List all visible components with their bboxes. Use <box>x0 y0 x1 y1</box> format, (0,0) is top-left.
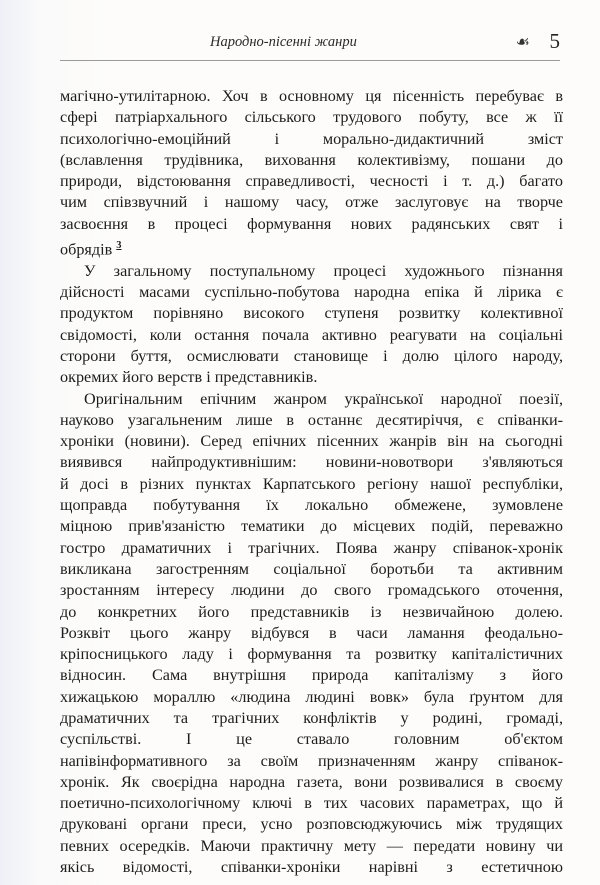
text-fragment: обрядів <box>60 240 113 259</box>
text-line: зростанням інтересу людини до свого громадського оточення, <box>60 581 563 600</box>
text-line: щоправда побутування їх локально обмежене, зумовлене <box>60 496 563 515</box>
text-line: сторони буття, осмислювати становище і долю цілого народу, <box>60 346 563 365</box>
text-line: міцною прив'язаністю тематики до місцевих подій, переважно <box>60 517 563 536</box>
text-line: хроніки (новини). Серед епічних пісенних жанрів він на сьогодні <box>60 432 563 451</box>
page-number: 5 <box>549 29 560 53</box>
paragraph <box>60 261 563 389</box>
page-body <box>60 86 563 878</box>
text-line: хронік. Як своєрідна народна газета, вони розвивалися в своєму <box>60 772 563 791</box>
text-line: (вславлення трудівника, виховання колективізму, пошани до <box>60 150 563 169</box>
text-line: продуктом порівняно високого ступеня розвитку колективної <box>60 304 563 323</box>
text-line: дійсності масами суспільно-побутова народна епіка й лірика є <box>60 283 563 302</box>
header-rule <box>60 60 560 61</box>
text-line: драматичних та трагічних конфліктів у родині, громаді, <box>60 709 563 727</box>
text-line: друковані органи преси, усно розповсюджуючись між трудящих <box>60 815 563 834</box>
footnote-link[interactable]: 3 <box>116 240 122 252</box>
text-line: науково узагальненим лише в останнє десятиріччя, є співанки- <box>60 410 563 429</box>
leaf-ornament-icon: ☙ <box>515 34 530 51</box>
text-line: Оригінальним епічним жанром української народної поезії, <box>84 389 563 408</box>
text-line: напівінформативного за своїм призначенням жанру співанок- <box>60 751 563 770</box>
text-line: якісь відомості, співанки-хроніки нарівні з естетичною <box>60 858 563 877</box>
text-line: й досі в різних пунктах Карпатського регіону нашої республіки, <box>60 474 563 493</box>
text-line: відносин. Сама внутрішня природа капіталізму з його <box>60 666 563 685</box>
text-line: певних осередків. Маючи практичну мету — передати новину чи <box>60 836 563 855</box>
text-line: сфері патріархального сільського трудового побуту, все ж її <box>60 108 563 127</box>
text-line: викликана загостренням соціальної боротьби та активним <box>60 559 563 578</box>
text-line: Розквіт цього жанру відбувся в часи ламання феодально- <box>60 623 563 642</box>
text-line: магічно-утилітарною. Хоч в основному ця пісенність перебуває в <box>60 87 563 105</box>
text-line: хижацькою мораллю «людина людині вовк» була ґрунтом для <box>60 687 563 706</box>
text-line-last <box>60 235 563 261</box>
paragraph <box>60 389 563 879</box>
paragraph <box>60 86 563 261</box>
text-line: психологічно-емоційний і морально-дидактичний зміст <box>60 129 563 148</box>
text-line: кріпосницького ладу і формування та розвитку капіталістичних <box>60 645 563 664</box>
text-line: виявився найпродуктивнішим: новини-новотвори з'являються <box>60 453 563 472</box>
text-line: засвоєння в процесі формування нових радянських свят і <box>60 214 563 233</box>
running-title: Народно-пісенні жанри <box>210 34 357 50</box>
text-line: чим співзвучний і нашому часу, отже заслуговує на творче <box>60 193 563 212</box>
text-line: природи, відстоювання справедливості, чесності і т. д.) багато <box>60 172 563 191</box>
page-header <box>60 29 560 60</box>
text-line: до конкретних його представників із незвичайною долею. <box>60 602 563 621</box>
text-line: суспільстві. І це ставало головним об'єктом <box>60 730 563 749</box>
text-line-last: окремих його верств і представників. <box>60 368 318 387</box>
text-line: свідомості, коли остання почала активно реагувати на соціальні <box>60 325 563 344</box>
text-line: У загальному поступальному процесі художнього пізнання <box>84 261 563 280</box>
text-line: гостро драматичних і трагічних. Поява жанру співанок-хронік <box>60 538 563 557</box>
text-line: поетично-психологічному ключі в тих часових параметрах, що й <box>60 794 563 813</box>
